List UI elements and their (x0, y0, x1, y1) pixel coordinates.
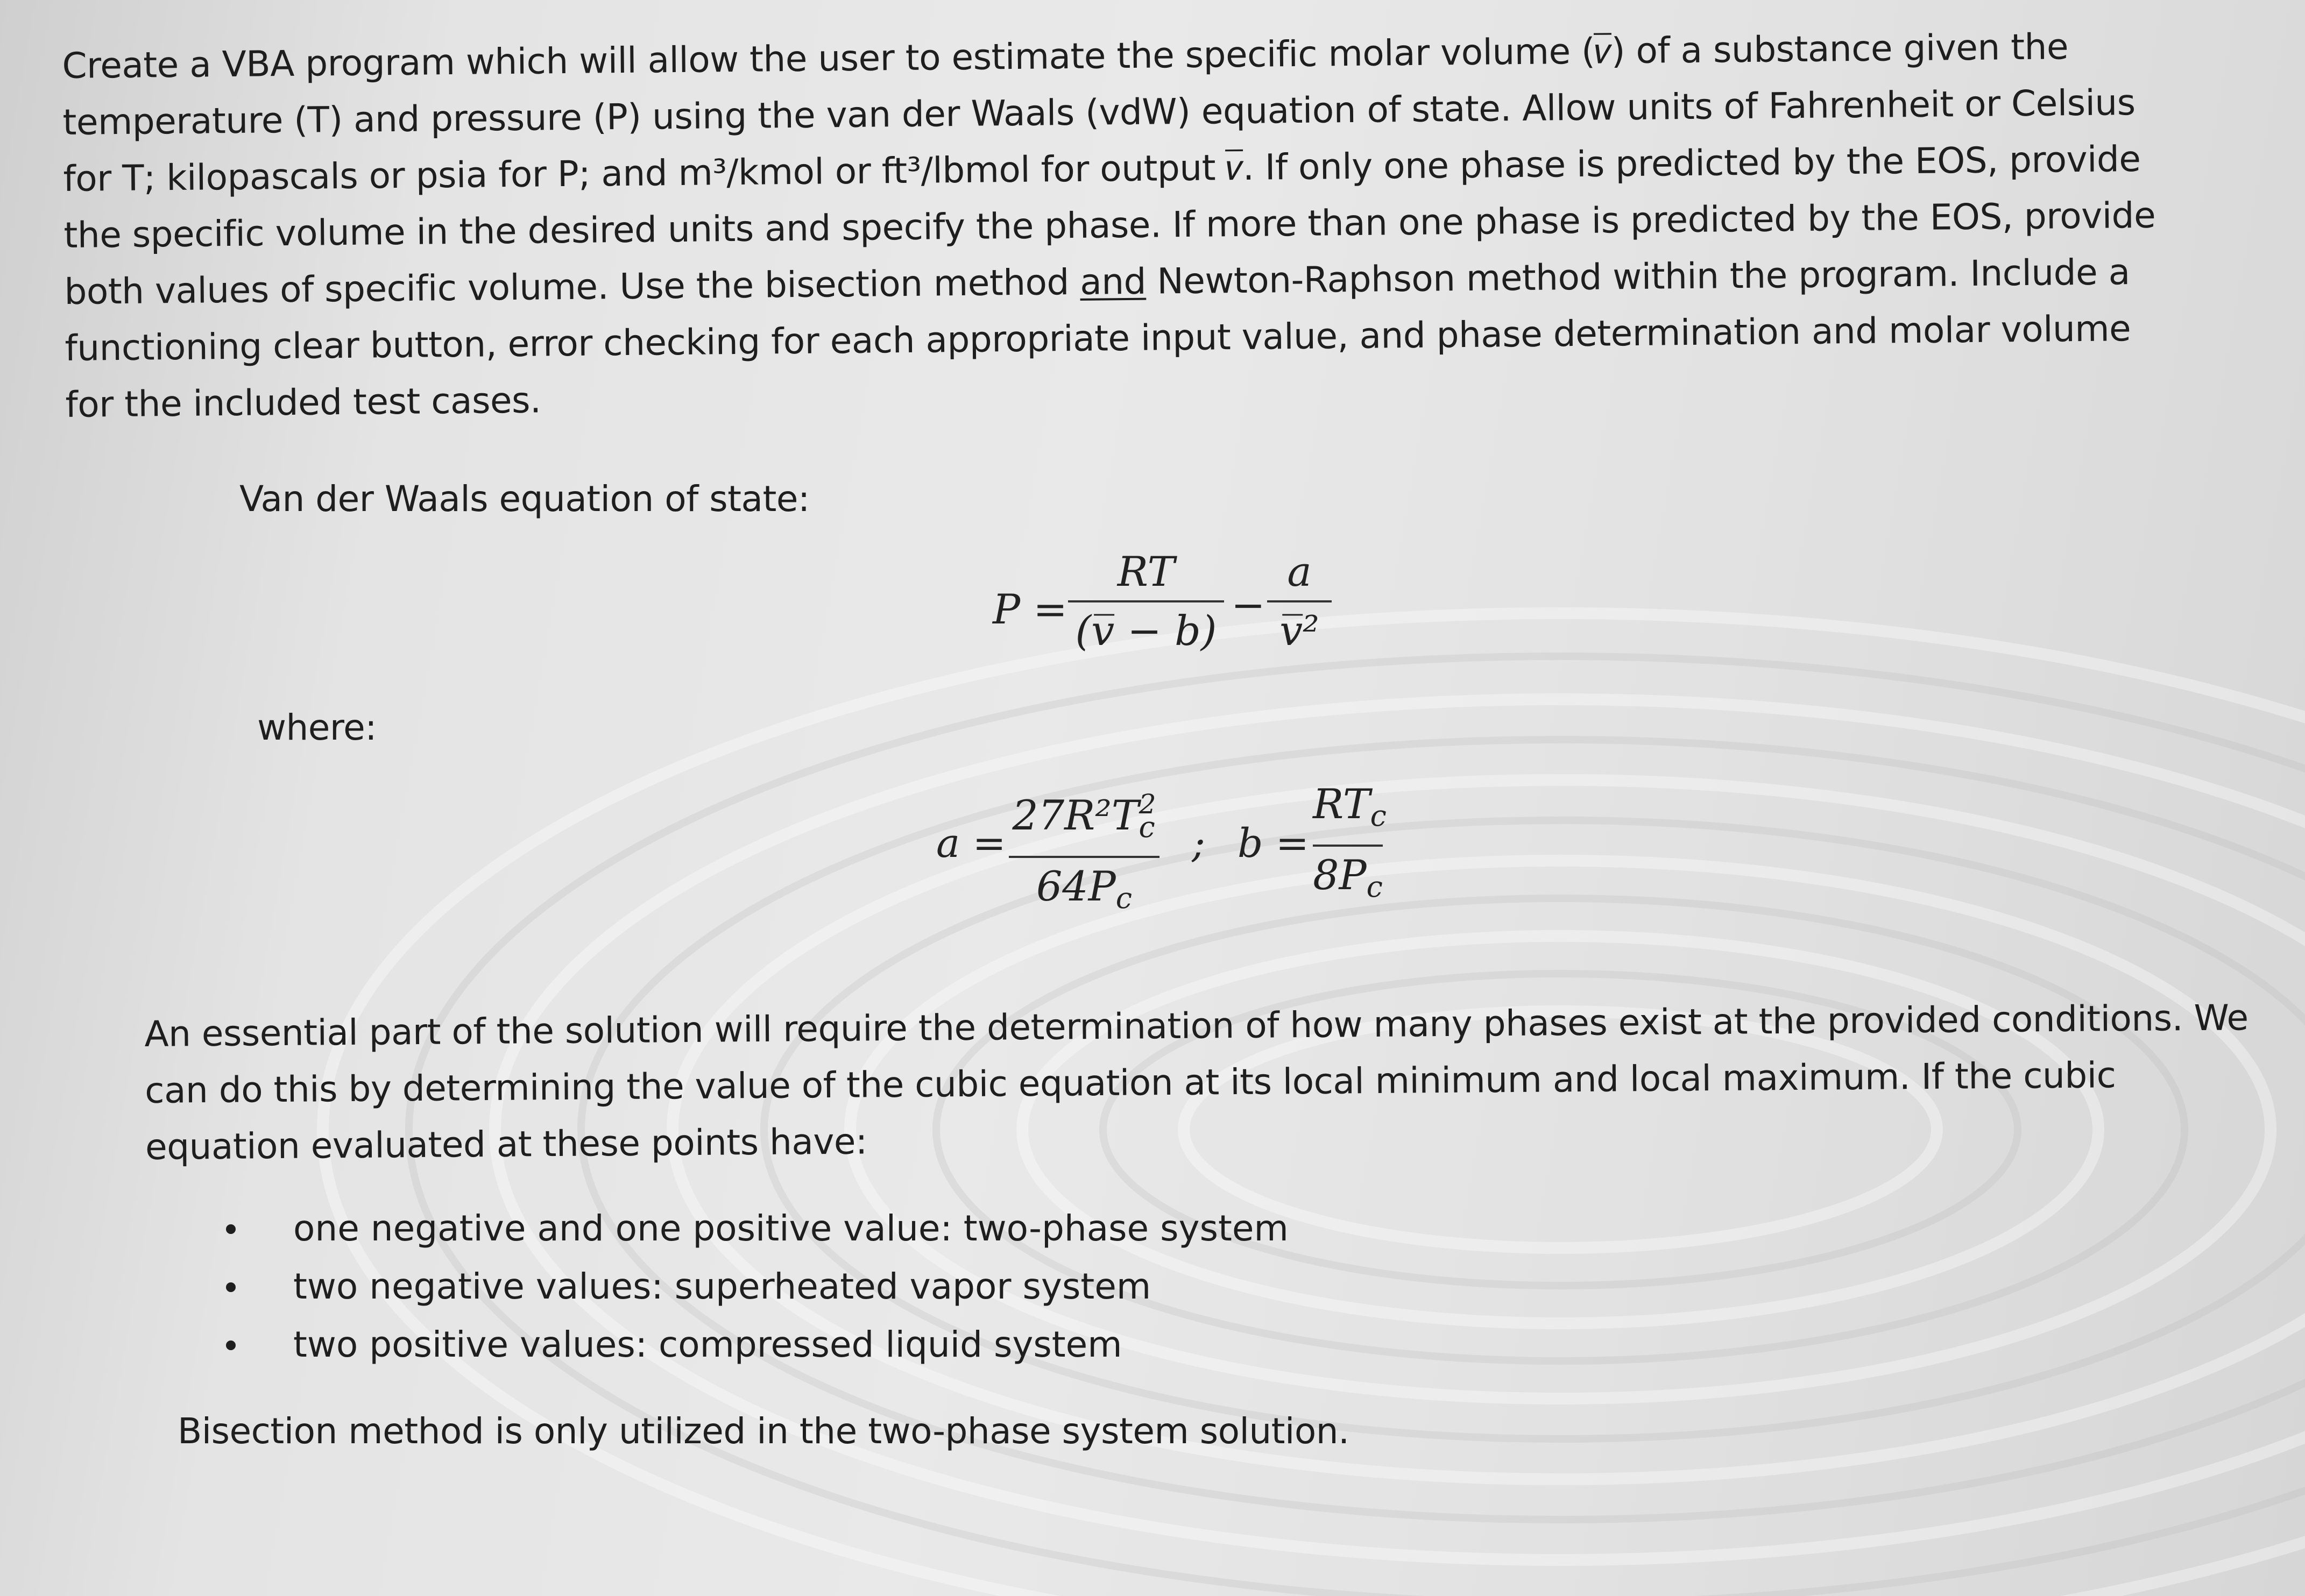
intro-line-1: Create a VBA program which will allow the user to estimate the specific molar volume (𝑣̅) of a substance given the (62, 26, 2069, 87)
bullet-dot-icon (226, 1282, 236, 1292)
a-fraction-bar (1009, 856, 1159, 858)
bisection-note: Bisection method is only utilized in the two-phase system solution. (178, 1410, 1349, 1452)
a-fraction (1009, 780, 1159, 923)
eq-minus: − (1231, 581, 1265, 629)
eq-frac1-numerator: RT (1117, 548, 1175, 595)
bullet-text: one negative and one positive value: two-phase system (293, 1208, 1289, 1249)
eq-fraction-rt (1068, 548, 1224, 655)
eq-frac2-denominator: 𝑣̅² (1279, 607, 1319, 655)
phase-line-3: equation evaluated at these points have: (145, 1120, 868, 1168)
eq-frac2-numerator: a (1287, 548, 1312, 595)
b-denominator-sub: c (1366, 870, 1383, 904)
b-numerator-main: RT (1313, 780, 1370, 828)
a-numerator-sup: 2 (1139, 789, 1156, 820)
intro-line-5-head: both values of specific volume. Use the bisection method (64, 261, 1070, 313)
phase-line-1: An essential part of the solution will require the determination of how many phases exist at the provided conditions. We (144, 997, 2249, 1055)
intro-line-4: the specific volume in the desired units and specify the phase. If more than one phase is predicted by the EOS, provide (63, 194, 2156, 256)
b-fraction (1313, 780, 1387, 911)
eq-frac1-bar (1068, 600, 1224, 602)
a-denominator-sub: c (1115, 881, 1133, 915)
a-denominator-main: 64P (1036, 862, 1116, 910)
phase-paragraph (144, 989, 2250, 1175)
intro-line-5-tail: Newton-Raphson method within the program. Include a (1157, 251, 2130, 302)
a-numerator (1009, 780, 1159, 852)
intro-paragraph (62, 18, 2158, 433)
eq-lhs: P = (993, 585, 1067, 633)
vdw-heading: Van der Waals equation of state: (239, 478, 810, 520)
bullet-dot-icon (226, 1340, 236, 1350)
intro-line-2: temperature (T) and pressure (P) using the van der Waals (vdW) equation of state. Allow units of Fahrenheit or Celsius (62, 82, 2136, 143)
constants-separator: ; (1192, 820, 1205, 867)
intro-line-7: for the included test cases. (65, 379, 541, 425)
a-denominator (1009, 862, 1159, 923)
bullet-dot-icon (226, 1224, 236, 1234)
intro-line-3: for T; kilopascals or psia for P; and m³/kmol or ft³/lbmol for output 𝑣̅. If only one phase is predicted by the EOS, provide (63, 138, 2141, 200)
eq-frac1-denominator: (𝑣̅ − b) (1075, 607, 1217, 655)
bullet-text: two negative values: superheated vapor system (293, 1266, 1151, 1307)
a-lhs: a = (936, 820, 1006, 867)
b-denominator-main: 8P (1313, 851, 1367, 899)
eq-frac2-bar (1267, 600, 1332, 602)
b-numerator-sub: c (1370, 799, 1387, 833)
eq-fraction-a (1267, 548, 1332, 655)
b-denominator (1313, 851, 1383, 911)
a-numerator-sub: c (1139, 810, 1155, 844)
b-lhs: b = (1238, 820, 1309, 867)
bullet-text: two positive values: compressed liquid system (293, 1324, 1122, 1365)
b-numerator (1313, 780, 1387, 840)
phase-line-2: can do this by determining the value of the cubic equation at its local minimum and local maximum. If the cubic (144, 1054, 2116, 1111)
a-numerator-main: 27R²T (1012, 791, 1139, 839)
b-fraction-bar (1313, 845, 1383, 847)
where-label: where: (257, 707, 377, 748)
intro-line-6: functioning clear button, error checking for each appropriate input value, and phase determination and molar volume (65, 308, 2131, 369)
intro-underlined-and: and (1079, 260, 1147, 303)
